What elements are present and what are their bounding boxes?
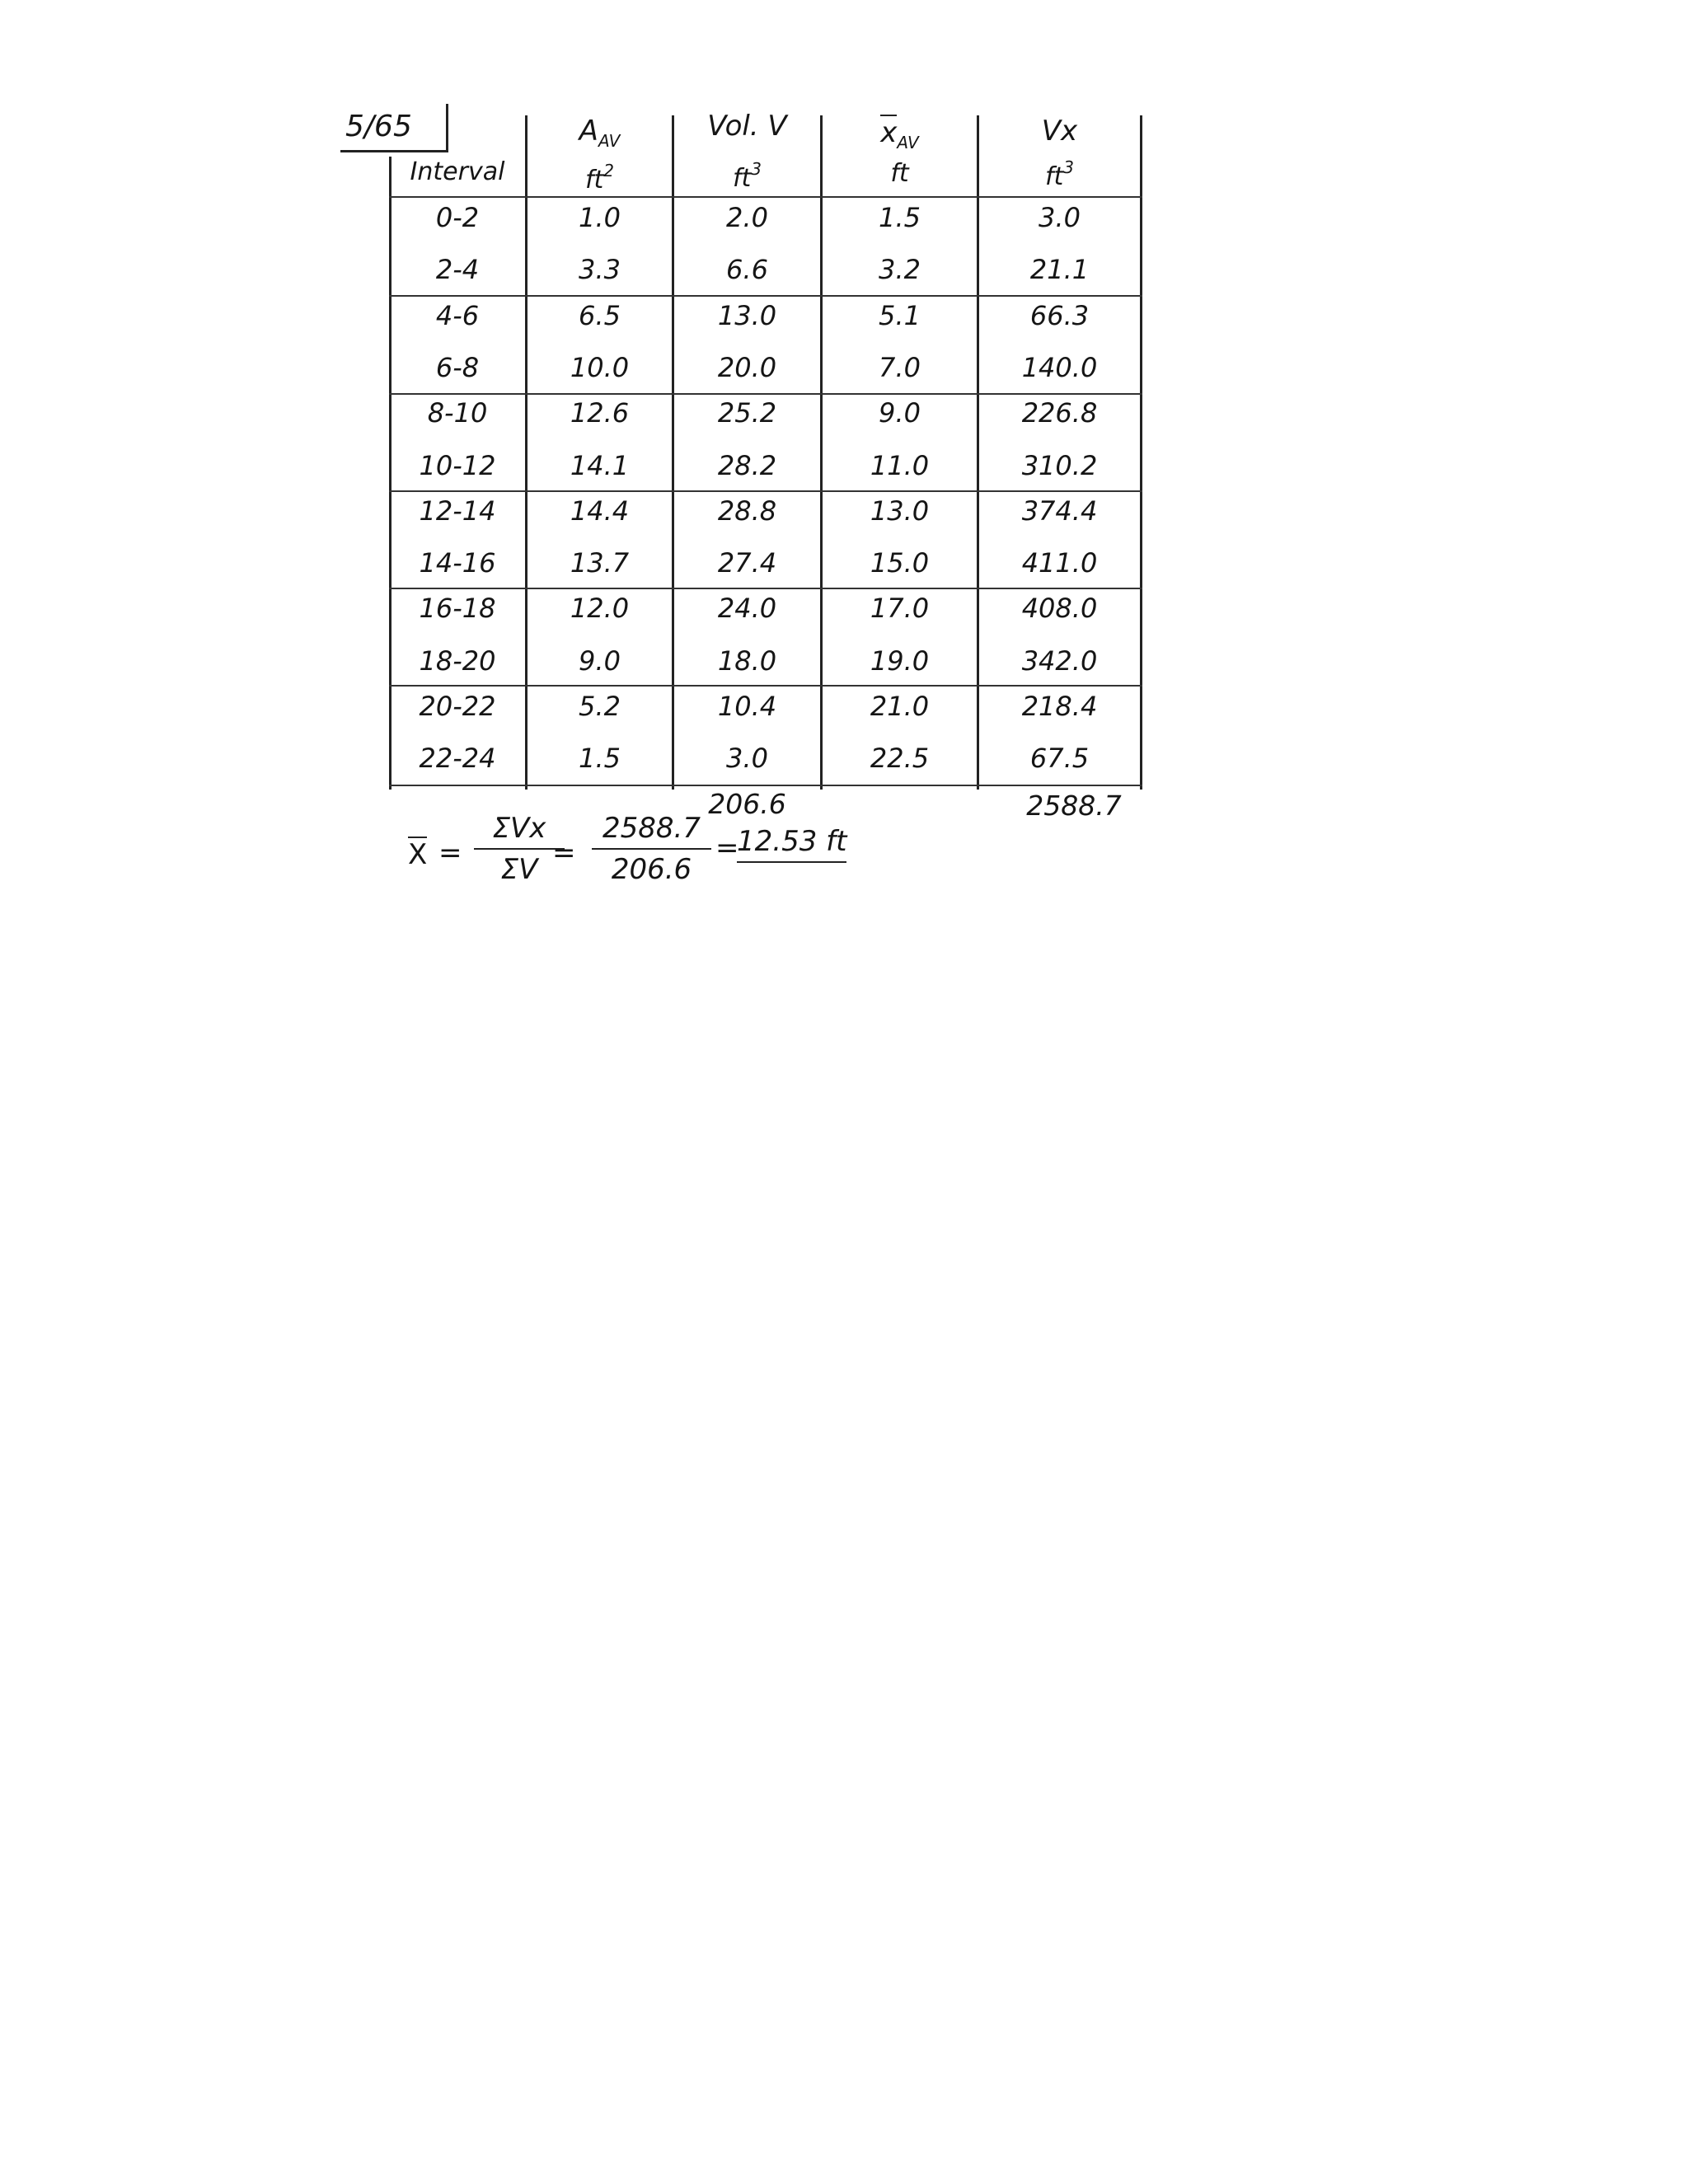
cell-xbar: 17.0 [870,593,930,624]
cell-xbar: 3.2 [879,254,921,285]
cell-area: 5.2 [579,691,621,722]
group-rule-2 [389,393,1142,395]
cell-vx: 408.0 [1021,593,1098,624]
table-right-border [1140,115,1142,790]
equation-equals-3: = [715,832,739,865]
cell-xbar: 5.1 [879,300,921,331]
header-vx-unit [979,153,1140,191]
cell-vx: 66.3 [1029,300,1090,331]
cell-xbar: 22.5 [870,743,930,774]
cell-volume: 2.0 [726,202,768,233]
cell-xbar: 11.0 [870,450,930,481]
cell-area: 13.7 [570,547,630,579]
cell-xbar: 13.0 [870,495,930,527]
cell-volume: 13.0 [717,300,777,331]
header-vx-unit-power: 3 [1063,157,1075,177]
table-bottom-rule [389,785,1142,786]
cell-vx: 140.0 [1021,352,1098,383]
table-left-border [389,157,392,790]
cell-vx: 310.2 [1021,450,1098,481]
header-volume: Vol. V [707,110,787,143]
group-rule-3 [389,490,1142,492]
cell-volume: 24.0 [717,593,777,624]
cell-xbar: 15.0 [870,547,930,579]
equation-equals-1: = [438,837,462,869]
cell-volume: 20.0 [717,352,777,383]
header-area-subscript: AV [598,131,621,151]
cell-area: 1.0 [579,202,621,233]
cell-interval: 16-18 [419,593,496,624]
group-rule-4 [389,588,1142,589]
cell-interval: 12-14 [419,495,496,527]
symbolic-fraction [474,812,565,886]
cell-xbar: 1.5 [879,202,921,233]
cell-volume: 18.0 [717,645,777,677]
cell-area: 10.0 [570,352,630,383]
group-rule-1 [389,295,1142,297]
numeric-numerator: 2588.7 [592,812,711,850]
cell-volume: 25.2 [717,397,777,429]
header-rule [389,196,1142,198]
centroid-equation [396,812,907,902]
cell-volume: 28.2 [717,450,777,481]
cell-vx: 21.1 [1029,254,1090,285]
cell-area: 9.0 [579,645,621,677]
group-rule-5 [389,685,1142,687]
cell-area: 12.6 [570,397,630,429]
header-area-unit-power: 2 [603,161,615,180]
cell-area: 3.3 [579,254,621,285]
header-area-unit [528,157,672,194]
header-interval: Interval [410,157,505,186]
cell-volume: 10.4 [717,691,777,722]
cell-interval: 6-8 [435,352,480,383]
header-xbar-subscript: AV [897,133,919,152]
calculation-table [389,110,1144,822]
cell-interval: 8-10 [427,397,488,429]
header-volume-unit-power: 3 [751,159,762,179]
header-volume-unit-text: ft [732,164,752,193]
cell-interval: 4-6 [435,300,480,331]
cell-vx: 3.0 [1039,202,1081,233]
header-xbar-unit: ft [890,159,909,188]
cell-vx: 226.8 [1021,397,1098,429]
cell-interval: 14-16 [419,547,496,579]
header-area-symbol: A [579,115,598,148]
header-xbar [823,117,977,158]
total-volume: 206.6 [708,788,786,820]
cell-volume: 27.4 [717,547,777,579]
numeric-fraction [592,812,711,886]
cell-interval: 18-20 [419,645,496,677]
header-xbar-symbol: x [880,116,898,149]
cell-volume: 3.0 [726,743,768,774]
cell-vx: 67.5 [1029,743,1090,774]
cell-vx: 342.0 [1021,645,1098,677]
numeric-denominator: 206.6 [611,853,692,886]
cell-area: 12.0 [570,593,630,624]
cell-interval: 0-2 [435,202,480,233]
header-vx: Vx [1041,115,1078,148]
symbolic-numerator: ΣVx [474,812,565,850]
cell-vx: 218.4 [1021,691,1098,722]
cell-volume: 6.6 [726,254,768,285]
cell-area: 6.5 [579,300,621,331]
cell-xbar: 19.0 [870,645,930,677]
symbolic-denominator: ΣV [500,853,538,886]
total-vx: 2588.7 [1026,790,1122,822]
cell-area: 1.5 [579,743,621,774]
cell-xbar: 21.0 [870,691,930,722]
problem-number: 5/65 [340,104,448,152]
equation-result: 12.53 ft [737,825,846,863]
cell-area: 14.1 [570,450,630,481]
header-area-unit-text: ft [584,166,604,194]
cell-vx: 374.4 [1021,495,1098,527]
cell-interval: 2-4 [435,254,480,285]
cell-xbar: 7.0 [879,352,921,383]
cell-volume: 28.8 [717,495,777,527]
equation-lhs: X [408,838,428,871]
header-area [528,115,672,157]
cell-interval: 20-22 [419,691,496,722]
equation-equals-2: = [552,837,576,869]
cell-xbar: 9.0 [879,397,921,429]
cell-vx: 411.0 [1021,547,1098,579]
cell-interval: 10-12 [419,450,496,481]
header-volume-unit [674,155,820,193]
cell-interval: 22-24 [419,743,496,774]
cell-area: 14.4 [570,495,630,527]
header-vx-unit-text: ft [1044,162,1064,191]
